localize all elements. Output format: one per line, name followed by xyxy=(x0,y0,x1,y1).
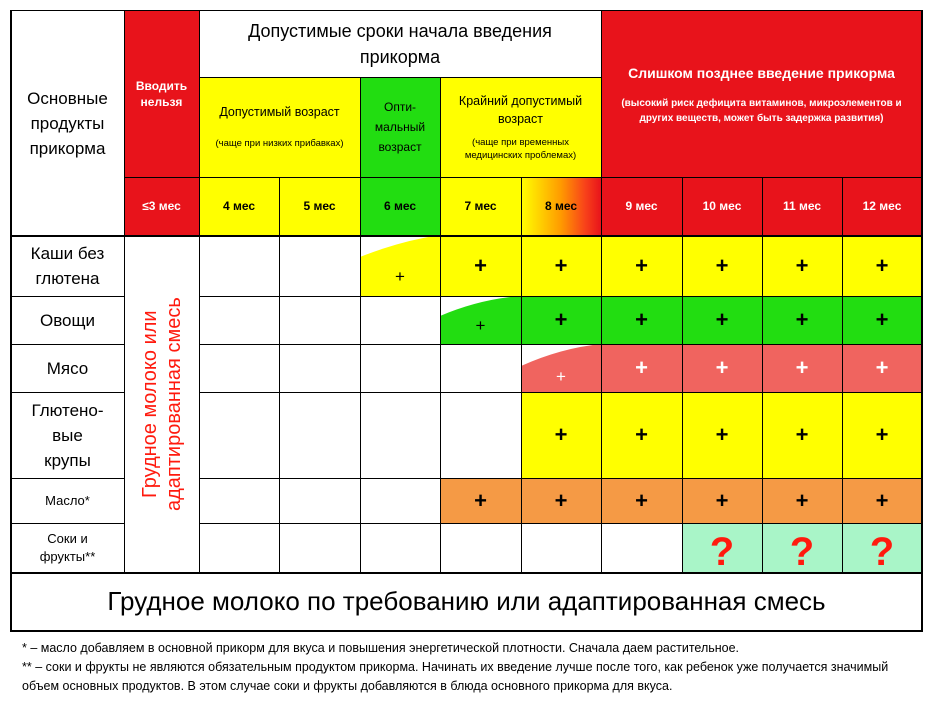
cell-juices-7 xyxy=(440,523,521,572)
footnotes xyxy=(22,639,927,696)
extreme-age-note: (чаще при временных медицинских проблемах) xyxy=(464,137,577,161)
cell-gluten-4 xyxy=(199,392,279,478)
forbidden-header xyxy=(124,11,199,177)
cell-porridge-7 xyxy=(440,235,521,296)
question-mark: ? xyxy=(789,529,815,572)
mark: + xyxy=(715,487,729,513)
extreme-age-label: Крайний допустимый возраст xyxy=(458,94,583,126)
mark: + xyxy=(635,307,648,332)
forbidden-label: Вводить нельзя xyxy=(135,79,188,109)
cell-juices-9 xyxy=(601,523,682,572)
mark: + xyxy=(795,252,809,278)
bottom-banner-text: Грудное молоко по требованию или адаптированная смесь xyxy=(107,585,826,616)
mark: + xyxy=(795,487,809,513)
cell-porridge-9 xyxy=(601,235,682,296)
month-header-10: 10 мес xyxy=(682,177,762,235)
corner-label: Основные продукты прикорма xyxy=(27,88,108,158)
cell-butter-4 xyxy=(199,478,279,523)
mark: + xyxy=(635,252,648,278)
cell-juices-8 xyxy=(521,523,601,572)
mark: + xyxy=(635,487,648,513)
mark: + xyxy=(875,307,889,332)
cell-porridge-8 xyxy=(521,235,601,296)
cell-vegetables-5 xyxy=(279,296,360,344)
mark: + xyxy=(554,487,568,513)
month-header-4: 4 мес xyxy=(199,177,279,235)
month-header-7: 7 мес xyxy=(440,177,521,235)
product-label-porridge: Каши без глютена xyxy=(11,235,124,296)
mark: + xyxy=(556,366,566,386)
cell-meat-9 xyxy=(601,344,682,392)
cell-butter-7 xyxy=(440,478,521,523)
cell-vegetables-10 xyxy=(682,296,762,344)
cell-meat-4 xyxy=(199,344,279,392)
acceptable-age-note: (чаще при низких прибавках) xyxy=(215,137,344,149)
cell-juices-6 xyxy=(360,523,440,572)
cell-gluten-6 xyxy=(360,392,440,478)
acceptable-age-label: Допустимый возраст xyxy=(219,104,340,119)
mark: + xyxy=(795,307,809,332)
cell-meat-7 xyxy=(440,344,521,392)
product-label-butter: Масло* xyxy=(11,478,124,523)
product-label-juices: Соки и фрукты** xyxy=(11,523,124,572)
cell-vegetables-9 xyxy=(601,296,682,344)
mark: + xyxy=(795,355,809,380)
mark: + xyxy=(715,307,729,332)
extreme-age-header xyxy=(440,77,601,177)
question-mark: ? xyxy=(709,529,735,572)
cell-butter-8 xyxy=(521,478,601,523)
mark: + xyxy=(395,267,405,286)
mark: + xyxy=(875,355,889,380)
mark: + xyxy=(474,252,487,278)
cell-meat-10 xyxy=(682,344,762,392)
footnote-juices: ** – соки и фрукты не являются обязательным продуктом прикорма. Начинать их введение лучше после того, как ребенок уже получается значимый объем основных продуктов. В этом случае соки и фрукты добавляются в блюда основного прикорма для вкуса. xyxy=(22,660,889,693)
mark: + xyxy=(554,307,568,332)
late-header xyxy=(601,11,922,177)
cell-juices-12 xyxy=(842,523,922,572)
month-header-5: 5 мес xyxy=(279,177,360,235)
cell-gluten-9 xyxy=(601,392,682,478)
optimal-age-header xyxy=(360,77,440,177)
mark: + xyxy=(715,422,729,447)
mark: + xyxy=(475,315,486,335)
wedge-yellow xyxy=(360,235,440,296)
optimal-age-label: Опти-мальный возраст xyxy=(374,100,426,154)
breastmilk-column xyxy=(124,235,199,572)
mark: + xyxy=(554,252,568,278)
cell-meat-12 xyxy=(842,344,922,392)
corner-header xyxy=(11,11,124,235)
late-note: (высокий риск дефицита витаминов, микроэлементов и других веществ, может быть задержка развития) xyxy=(621,98,902,124)
cell-butter-11 xyxy=(762,478,842,523)
cell-vegetables-4 xyxy=(199,296,279,344)
cell-butter-9 xyxy=(601,478,682,523)
month-header-6: 6 мес xyxy=(360,177,440,235)
product-label-vegetables: Овощи xyxy=(11,296,124,344)
cell-juices-5 xyxy=(279,523,360,572)
cell-meat-8 xyxy=(521,344,601,392)
cell-vegetables-7 xyxy=(440,296,521,344)
footnote-butter: * – масло добавляем в основной прикорм для вкуса и повышения энергетической плотности. Сначала даем растительное. xyxy=(22,641,740,655)
cell-meat-11 xyxy=(762,344,842,392)
mark: + xyxy=(795,422,809,447)
cell-butter-12 xyxy=(842,478,922,523)
cell-porridge-4 xyxy=(199,235,279,296)
cell-meat-6 xyxy=(360,344,440,392)
cell-porridge-10 xyxy=(682,235,762,296)
late-title: Слишком позднее введение прикорма xyxy=(628,65,895,81)
bottom-banner xyxy=(11,572,922,630)
cell-juices-10 xyxy=(682,523,762,572)
mark: + xyxy=(875,252,889,278)
mark: + xyxy=(554,422,568,447)
cell-gluten-8 xyxy=(521,392,601,478)
cell-gluten-5 xyxy=(279,392,360,478)
cell-vegetables-12 xyxy=(842,296,922,344)
product-label-gluten-cereals: Глютено-вые крупы xyxy=(11,392,124,478)
cell-gluten-12 xyxy=(842,392,922,478)
product-label-meat: Мясо xyxy=(11,344,124,392)
cell-meat-5 xyxy=(279,344,360,392)
cell-butter-10 xyxy=(682,478,762,523)
mark: + xyxy=(875,487,889,513)
month-header-9: 9 мес xyxy=(601,177,682,235)
cell-vegetables-6 xyxy=(360,296,440,344)
cell-juices-11 xyxy=(762,523,842,572)
mark: + xyxy=(474,487,487,513)
cell-butter-5 xyxy=(279,478,360,523)
allowed-title-header xyxy=(199,11,601,77)
cell-gluten-10 xyxy=(682,392,762,478)
acceptable-age-header xyxy=(199,77,360,177)
mark: + xyxy=(875,422,889,447)
cell-porridge-12 xyxy=(842,235,922,296)
mark: + xyxy=(715,252,729,278)
cell-gluten-11 xyxy=(762,392,842,478)
mark: + xyxy=(635,422,648,447)
mark: + xyxy=(635,355,648,380)
cell-gluten-7 xyxy=(440,392,521,478)
month-header-11: 11 мес xyxy=(762,177,842,235)
mark: + xyxy=(715,355,729,380)
cell-juices-4 xyxy=(199,523,279,572)
month-header-12: 12 мес xyxy=(842,177,922,235)
month-header-8: 8 мес xyxy=(521,177,601,235)
cell-porridge-11 xyxy=(762,235,842,296)
allowed-title: Допустимые сроки начала введения прикорма xyxy=(248,21,552,67)
cell-butter-6 xyxy=(360,478,440,523)
cell-porridge-6 xyxy=(360,235,440,296)
month-header-3: ≤3 мес xyxy=(124,177,199,235)
cell-vegetables-11 xyxy=(762,296,842,344)
cell-vegetables-8 xyxy=(521,296,601,344)
breastmilk-vertical-label: Грудное молоко или адаптированная смесь xyxy=(138,296,185,511)
cell-porridge-5 xyxy=(279,235,360,296)
question-mark: ? xyxy=(869,529,895,572)
